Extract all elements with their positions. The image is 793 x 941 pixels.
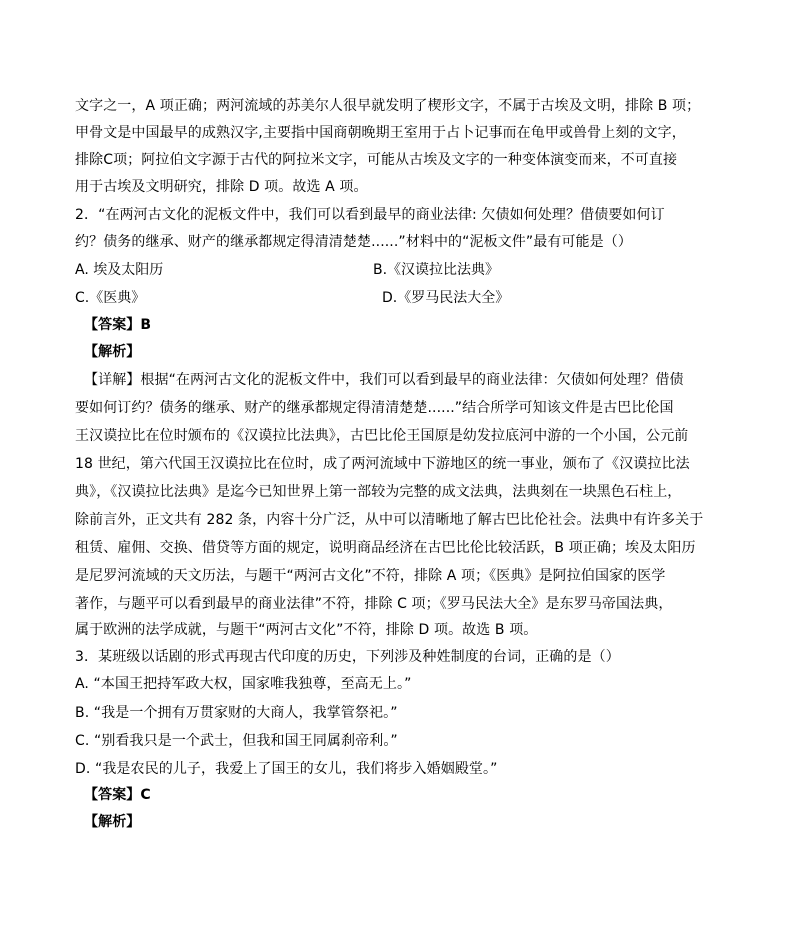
para1-line-3: 排除C项；阿拉伯文字源于古代的阿拉米文字，可能从古埃及文字的一种变体演变而来，不可直接	[75, 152, 678, 168]
q2-stem-line-1: 2．“在两河古文化的泥板文件中，我们可以看到最早的商业法律: 欠债如何处理？借债要如何订	[75, 207, 665, 223]
q2-detail-line-5: 典》，《汉谟拉比法典》是迄今已知世界上第一部较为完整的成文法典，法典刻在一块黑色石柱上，	[75, 484, 682, 500]
q2-option-d: D.《罗马民法大全》	[382, 290, 510, 306]
q3-option-c: C. “别看我只是一个武士，但我和国王同属刹帝利。”	[75, 733, 398, 749]
para1-line-1: 文字之一，A 项正确；两河流域的苏美尔人很早就发明了楔形文字，不属于古埃及文明，排除 B 项；	[75, 98, 701, 114]
q2-detail-line-8: 是尼罗河流域的天文历法，与题干“两河古文化”不符，排除 A 项；《医典》是阿拉伯国家的医学	[75, 568, 666, 584]
q2-option-b: B.《汉谟拉比法典》	[373, 262, 500, 278]
q2-detail-line-2: 要如何订约？债务的继承、财产的继承都规定得清清楚楚......”结合所学可知该文件是古巴比伦国	[75, 400, 674, 416]
para1-line-4: 用于古埃及文明研究，排除 D 项。故选 A 项。	[75, 179, 368, 195]
q2-analysis-label: 【解析】	[84, 344, 141, 360]
q3-analysis-label: 【解析】	[84, 814, 141, 830]
q2-detail-line-4: 18 世纪，第六代国王汉谟拉比在位时，成了两河流域中下游地区的统一事业，颁布了《汉谟拉比法	[75, 456, 690, 472]
q3-option-d: D. “我是农民的儿子，我爱上了国王的女儿，我们将步入婚姻殿堂。”	[75, 761, 498, 777]
q2-option-a: A. 埃及太阳历	[75, 262, 164, 278]
q2-detail-line-10: 属于欧洲的法学成就，与题干“两河古文化”不符，排除 D 项。故选 B 项。	[75, 622, 538, 638]
q3-stem: 3．某班级以话剧的形式再现古代印度的历史，下列涉及种姓制度的台词，正确的是（）	[75, 649, 620, 665]
q2-detail-line-3: 王汉谟拉比在位时颁布的《汉谟拉比法典》，古巴比伦王国原是幼发拉底河中游的一个小国，公元前	[75, 428, 689, 444]
q2-stem-line-2: 约？债务的继承、财产的继承都规定得清清楚楚......”材料中的“泥板文件”最有可能是（）	[75, 234, 632, 250]
q2-option-c: C.《医典》	[75, 290, 146, 306]
q2-answer: 【答案】B	[84, 317, 152, 333]
q3-option-a: A. “本国王把持军政大权，国家唯我独尊，至高无上。”	[75, 676, 412, 692]
q3-answer: 【答案】C	[84, 787, 151, 803]
q2-detail-line-7: 租赁、雇佣、交换、借贷等方面的规定，说明商品经济在古巴比伦比较活跃，B 项正确；埃及太阳历	[75, 540, 696, 556]
q2-detail-line-9: 著作，与题平可以看到最早的商业法律”不符，排除 C 项；《罗马民法大全》是东罗马帝国法典，	[75, 596, 673, 612]
q2-detail-line-1: 【详解】根据“在两河古文化的泥板文件中，我们可以看到最早的商业法律：欠债如何处理？借债	[84, 372, 684, 388]
q3-option-b: B. “我是一个拥有万贯家财的大商人，我掌管祭祀。”	[75, 705, 398, 721]
q2-detail-line-6: 除前言外，正文共有 282 条，内容十分广泛，从中可以清晰地了解古巴比伦社会。法典中有许多关于	[75, 512, 704, 528]
para1-line-2: 甲骨文是中国最早的成熟汉字,主要指中国商朝晚期王室用于占卜记事而在龟甲或兽骨上刻的文字，	[75, 125, 686, 141]
